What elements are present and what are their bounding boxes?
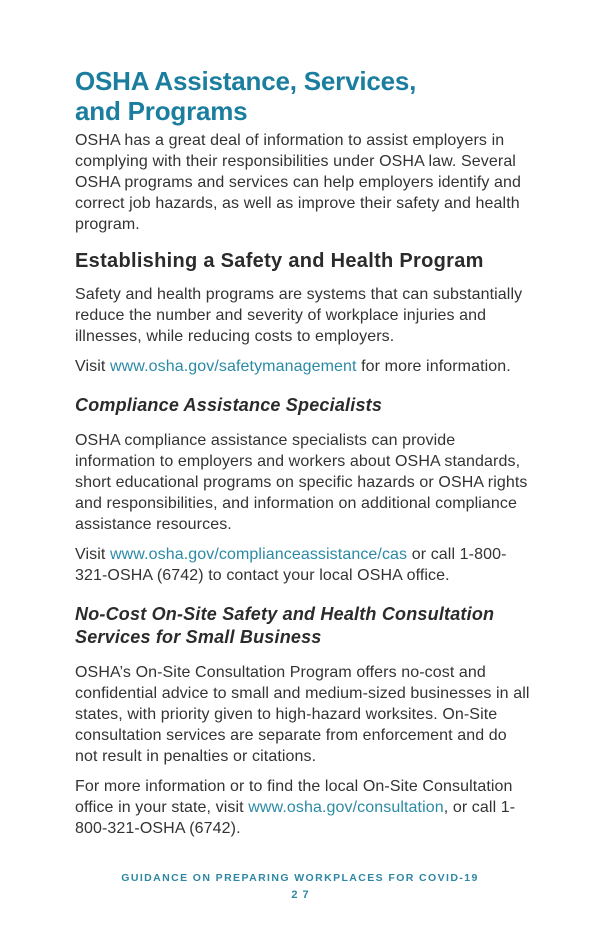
text-run: for more information.: [356, 358, 511, 375]
page-title-line-1: OSHA Assistance, Services,: [75, 66, 417, 96]
text-run: , or call 1-800-321-OSHA (6742).: [75, 799, 516, 837]
link-complianceassistance-cas[interactable]: www.osha.gov/complianceassistance/cas: [109, 546, 408, 563]
onsite-consultation-paragraph: OSHA’s On-Site Consultation Program offers no-cost and confidential advice to small and medium-sized businesses in all states, with priority given to high-hazard worksites. On-Site consultation services are separate from enforcement and do not result in penalties or citations.: [75, 664, 530, 765]
onsite-consultation-more-info-line: [75, 776, 530, 839]
subsection-heading-onsite-consultation: No-Cost On-Site Safety and Health Consultation Services for Small Business: [75, 604, 495, 647]
text-run: For more information or to find the local On-Site Consultation office in your state, visit: [75, 778, 513, 816]
page-footer: [0, 871, 600, 903]
page-title: [75, 66, 530, 126]
footer-page-number: 27: [291, 889, 314, 901]
text-run: Visit: [75, 546, 110, 563]
link-consultation[interactable]: www.osha.gov/consultation: [248, 799, 444, 816]
safety-management-visit-line: [75, 356, 530, 377]
link-safetymanagement[interactable]: www.osha.gov/safetymanagement: [109, 358, 357, 375]
text-run: or call 1-800-321-OSHA (6742) to contact your local OSHA office.: [75, 546, 507, 584]
page-title-line-2: and Programs: [75, 96, 248, 126]
intro-paragraph: OSHA has a great deal of information to assist employers in complying with their responsibilities under OSHA law. Several OSHA programs and services can help employers identify and correct job hazards, as well as improve their safety and health program.: [75, 132, 522, 233]
section-heading-safety-health-program: Establishing a Safety and Health Program: [75, 250, 484, 272]
footer-running-title: GUIDANCE ON PREPARING WORKPLACES FOR COVID-19: [121, 872, 479, 884]
subsection-heading-compliance-assistance: Compliance Assistance Specialists: [75, 395, 383, 415]
compliance-assistance-paragraph: OSHA compliance assistance specialists can provide information to employers and workers about OSHA standards, short educational programs on specific hazards or OSHA rights and responsibilities, and information on additional compliance assistance resources.: [75, 432, 528, 533]
safety-health-program-paragraph: Safety and health programs are systems that can substantially reduce the number and severity of workplace injuries and illnesses, while reducing costs to employers.: [75, 286, 523, 345]
compliance-assistance-visit-line: [75, 544, 530, 586]
text-run: Visit: [75, 358, 110, 375]
